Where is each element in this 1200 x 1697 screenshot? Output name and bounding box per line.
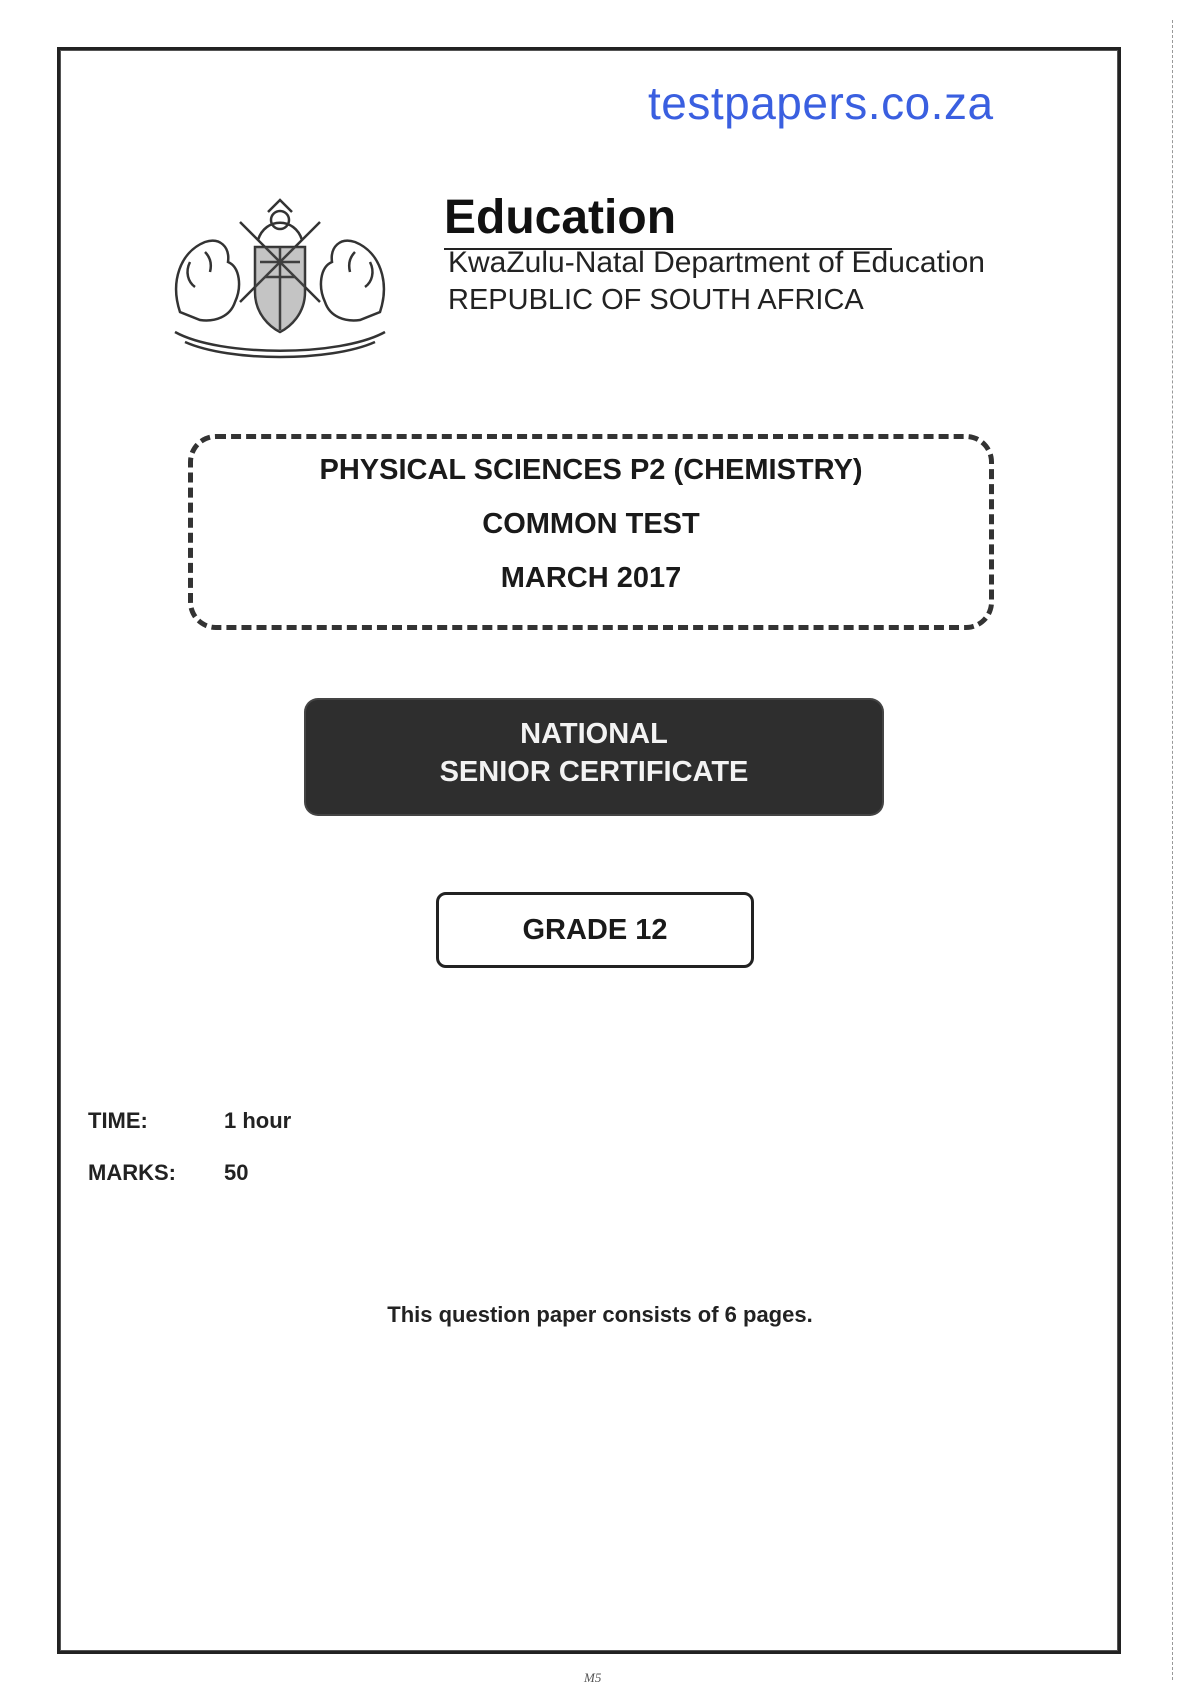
department-name: KwaZulu-Natal Department of Education — [448, 246, 985, 279]
scan-edge-line — [1172, 20, 1173, 1680]
paper-test-type: COMMON TEST — [482, 508, 700, 540]
time-label: TIME: — [88, 1108, 148, 1133]
time-value: 1 hour — [224, 1108, 292, 1133]
paper-subject: PHYSICAL SCIENCES P2 (CHEMISTRY) — [319, 454, 863, 486]
coat-of-arms-icon — [160, 192, 400, 362]
paper-date: MARCH 2017 — [500, 562, 682, 594]
page-count-note: This question paper consists of 6 pages. — [387, 1302, 813, 1327]
department-title: Education — [444, 191, 677, 244]
certificate-line-1: NATIONAL — [520, 718, 668, 750]
marks-value: 50 — [224, 1160, 249, 1185]
country-name: REPUBLIC OF SOUTH AFRICA — [448, 284, 864, 316]
marks-label: MARKS: — [88, 1160, 176, 1185]
watermark-text[interactable]: testpapers.co.za — [648, 77, 994, 129]
certificate-banner — [306, 700, 882, 814]
footer-code: M5 — [584, 1670, 602, 1685]
grade-box: GRADE 12 — [436, 892, 754, 968]
certificate-line-2: SENIOR CERTIFICATE — [439, 756, 749, 788]
